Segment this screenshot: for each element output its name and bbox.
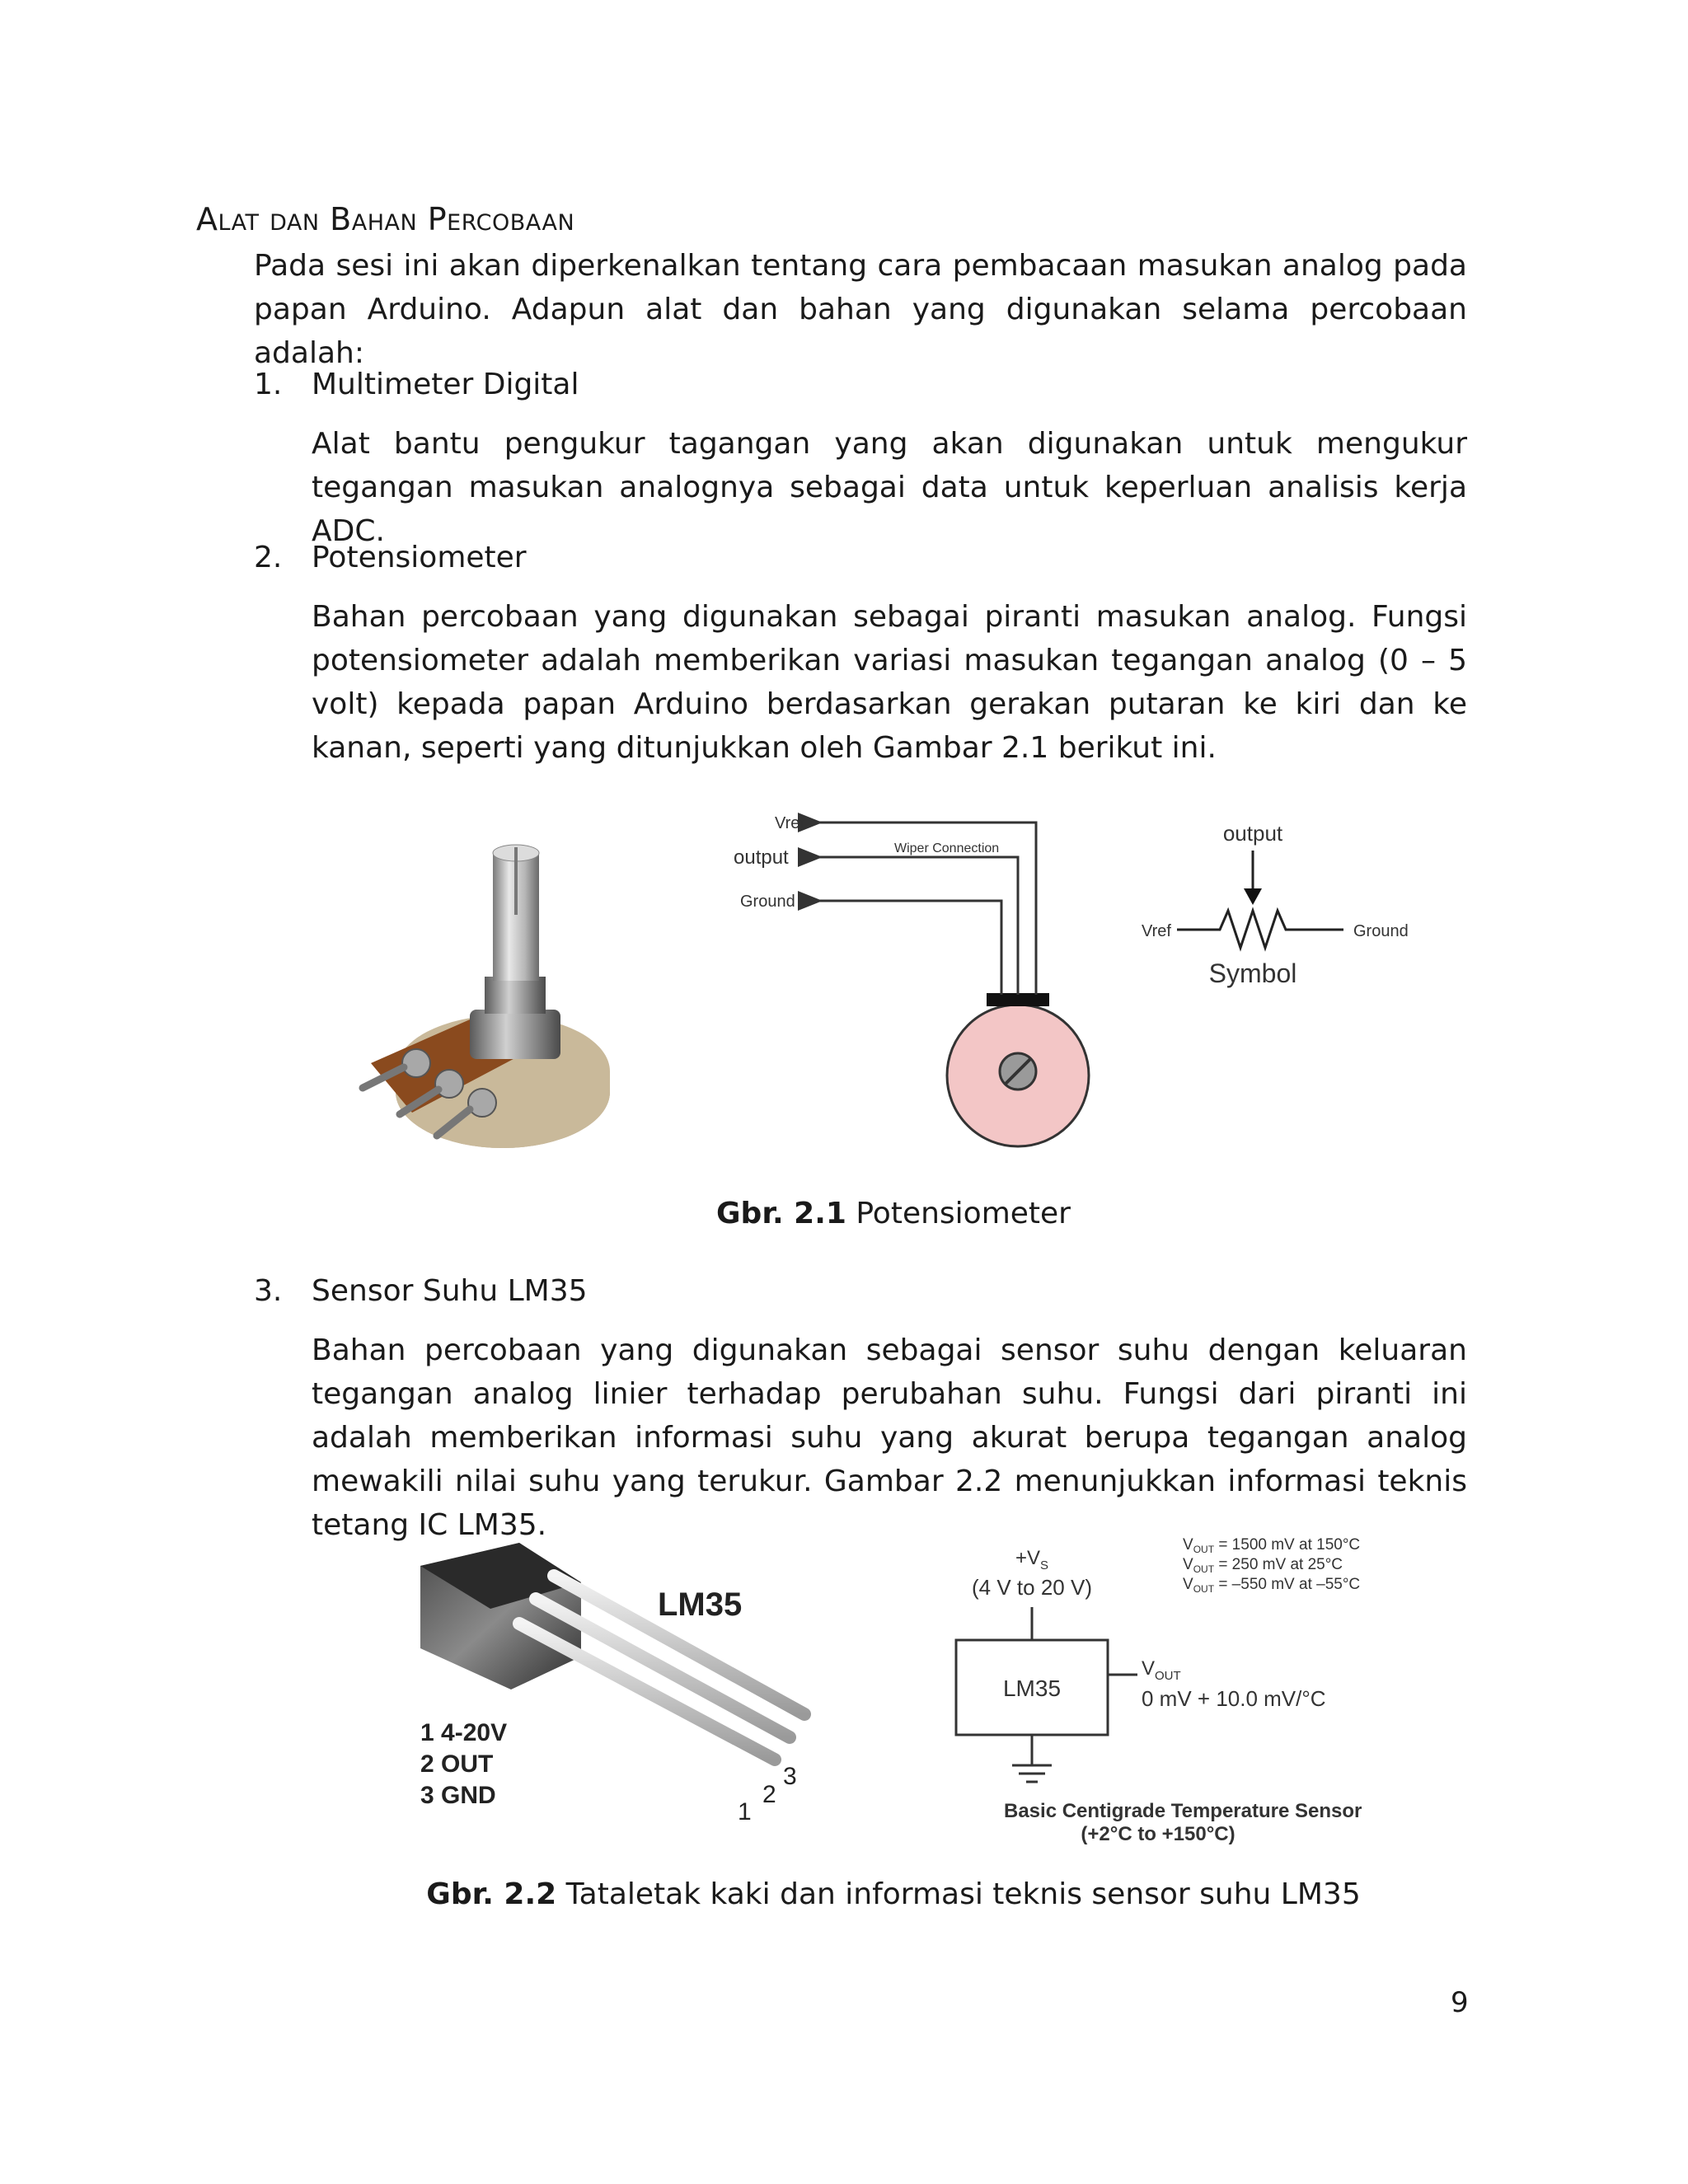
potentiometer-photo bbox=[363, 845, 610, 1148]
symbol-title: Symbol bbox=[1208, 958, 1297, 988]
vout-formula: 0 mV + 10.0 mV/°C bbox=[1142, 1686, 1326, 1711]
item-1-number: 1. bbox=[254, 368, 283, 401]
item-1-text: Alat bantu pengukur tagangan yang akan digunakan untuk mengukur tegangan masukan analognya sebagai data untuk keperluan analisis kerja ADC. bbox=[312, 427, 1467, 548]
wiring-output-label: output bbox=[734, 846, 789, 869]
pin-number-3: 3 bbox=[783, 1763, 797, 1790]
pin-number-2: 2 bbox=[762, 1781, 776, 1808]
figure-2-1-caption-text: Potensiometer bbox=[856, 1197, 1071, 1230]
figure-2-2-caption bbox=[264, 1877, 1523, 1911]
circuit-range: (+2°C to +150°C) bbox=[1081, 1823, 1236, 1845]
symbol-vref-label: Vref bbox=[1142, 922, 1171, 940]
pin-3-label: 3 GND bbox=[420, 1782, 496, 1809]
potentiometer-symbol bbox=[1142, 821, 1409, 988]
supply-range-label: (4 V to 20 V) bbox=[972, 1575, 1092, 1600]
wiper-connection-label: Wiper Connection bbox=[894, 841, 1000, 855]
page-number: 9 bbox=[1451, 1986, 1469, 2019]
item-3-text: Bahan percobaan yang digunakan sebagai sensor suhu dengan keluaran tegangan analog linier terhadap perubahan suhu. Fungsi dari piranti ini adalah memberikan informasi suhu yang akurat berupa tegangan analog mewakili nilai suhu yang terukur. Gambar 2.2 menunjukkan informasi teknis tetang IC LM35. bbox=[312, 1333, 1467, 1542]
symbol-output-label: output bbox=[1222, 821, 1283, 846]
spec-line-1: $V_{OUT} = 1500$ mV at 150°C bbox=[1183, 1536, 1361, 1555]
item-3-title: Sensor Suhu LM35 bbox=[312, 1274, 588, 1308]
lm35-package-title: LM35 bbox=[658, 1586, 743, 1623]
item-1-title: Multimeter Digital bbox=[312, 368, 579, 401]
figure-2-2-label: Gbr. 2.2 bbox=[426, 1877, 557, 1911]
vout-label: $V_{OUT}$ bbox=[1142, 1657, 1181, 1683]
item-2-number: 2. bbox=[254, 541, 283, 574]
potentiometer-wiring-diagram bbox=[734, 814, 1089, 1146]
section-heading: Alat dan Bahan Percobaan bbox=[196, 201, 575, 237]
item-3-number: 3. bbox=[254, 1274, 283, 1308]
lm35-package-drawing bbox=[420, 1543, 804, 1825]
figure-2-2-caption-text: Tataletak kaki dan informasi teknis sensor suhu LM35 bbox=[565, 1877, 1361, 1911]
circuit-title: Basic Centigrade Temperature Sensor bbox=[1004, 1800, 1362, 1822]
wiring-ground-label: Ground bbox=[740, 893, 795, 911]
lm35-basic-circuit bbox=[956, 1536, 1362, 1845]
spec-line-3: $V_{OUT} = -550$ mV at –55°C bbox=[1183, 1576, 1361, 1595]
item-2-title: Potensiometer bbox=[312, 541, 527, 574]
pin-1-label: 1 4-20V bbox=[420, 1719, 508, 1746]
intro-paragraph: Pada sesi ini akan diperkenalkan tentang cara pembacaan masukan analog pada papan Arduino. Adapun alat dan bahan yang digunakan selama percobaan adalah: bbox=[254, 249, 1467, 370]
lm35-ic-label: LM35 bbox=[1002, 1675, 1062, 1701]
supply-label: $+V_S$ bbox=[1015, 1547, 1049, 1572]
pin-2-label: 2 OUT bbox=[420, 1750, 494, 1778]
symbol-ground-label: Ground bbox=[1353, 922, 1409, 940]
item-2-text: Bahan percobaan yang digunakan sebagai piranti masukan analog. Fungsi potensiometer adalah memberikan variasi masukan tegangan analog (0 – 5 volt) kepada papan Arduino berdasarkan gerakan putaran ke kiri dan ke kanan, seperti yang ditunjukkan oleh Gambar 2.1 berikut ini. bbox=[312, 600, 1467, 765]
figure-2-2 bbox=[396, 1533, 1418, 1863]
spec-line-2: $V_{OUT} = 250$ mV at 25°C bbox=[1183, 1556, 1343, 1575]
figure-2-1-label: Gbr. 2.1 bbox=[716, 1197, 846, 1230]
figure-2-1-caption bbox=[264, 1197, 1523, 1230]
pin-number-1: 1 bbox=[738, 1798, 752, 1825]
figure-2-1 bbox=[346, 791, 1434, 1187]
wiring-vref-label: Vref bbox=[775, 814, 804, 832]
